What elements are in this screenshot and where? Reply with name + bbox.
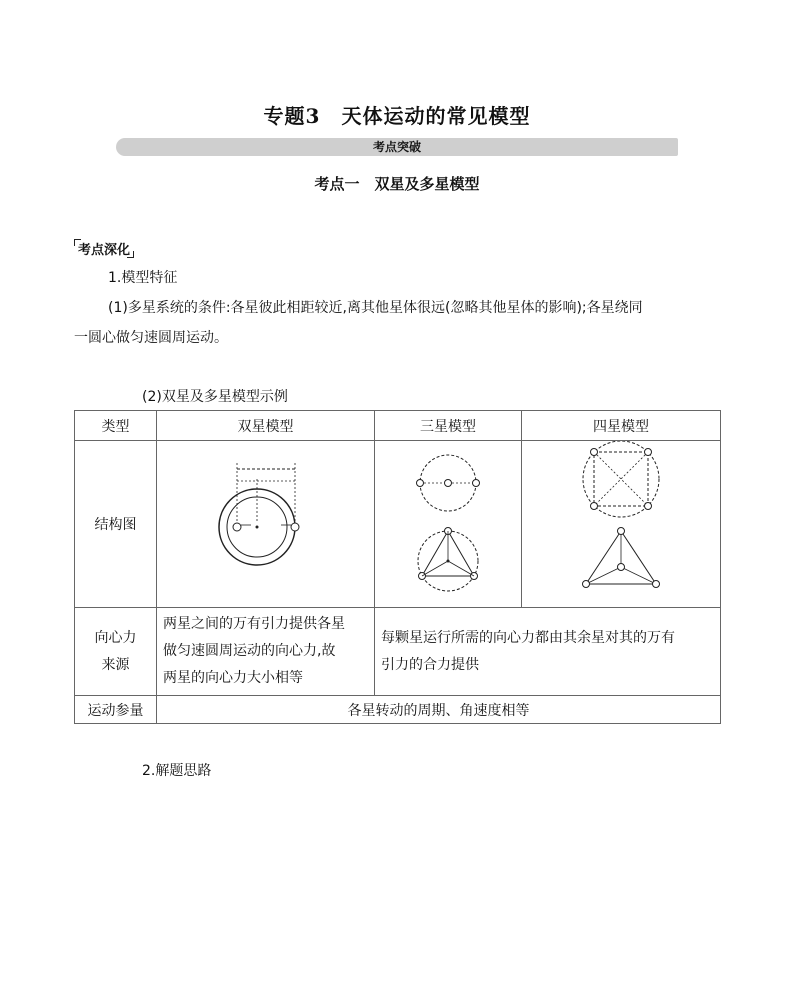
quad-diagram-cell — [522, 441, 721, 608]
table-row-structure — [75, 441, 721, 608]
paragraph-line-1: (1)多星系统的条件:各星彼此相距较近,离其他星体很远(忽略其他星体的影响);各星绕同 — [108, 300, 643, 316]
force-source-label-line-2: 来源 — [101, 656, 130, 673]
binary-force-line-1: 两星之间的万有引力提供各星 — [163, 616, 345, 632]
header-quad: 四星模型 — [522, 411, 721, 441]
models-table — [74, 410, 721, 724]
heading-model-features: 1.模型特征 — [108, 270, 178, 286]
deepening-tag: 考点深化 — [74, 239, 134, 258]
row-label-structure: 结构图 — [75, 441, 157, 608]
topic-subtitle: 考点一 双星及多星模型 — [314, 175, 480, 193]
binary-diagram-cell — [157, 441, 375, 608]
binary-force-cell — [157, 608, 375, 696]
multi-force-line-2: 引力的合力提供 — [381, 656, 479, 673]
quad-star-diagram — [522, 441, 720, 603]
row-label-motion-params: 运动参量 — [75, 696, 157, 724]
row-label-force-source — [75, 608, 157, 696]
binary-force-line-2: 做匀速圆周运动的向心力,故 — [163, 643, 336, 659]
paragraph-line-2: 一圆心做匀速圆周运动。 — [74, 330, 228, 346]
motion-params-value: 各星转动的周期、角速度相等 — [157, 696, 721, 724]
page-title: 专题3 天体运动的常见模型 — [263, 104, 531, 128]
heading-solution-approach: 2.解题思路 — [142, 763, 212, 779]
section-banner-label: 考点突破 — [372, 140, 421, 154]
header-triple: 三星模型 — [375, 411, 522, 441]
header-type: 类型 — [75, 411, 157, 441]
header-binary: 双星模型 — [157, 411, 375, 441]
table-caption: (2)双星及多星模型示例 — [142, 389, 288, 405]
table-header-row — [75, 411, 721, 441]
binary-force-line-3: 两星的向心力大小相等 — [163, 670, 303, 686]
binary-star-diagram — [157, 441, 374, 603]
multi-force-line-1: 每颗星运行所需的向心力都由其余星对其的万有 — [381, 629, 675, 646]
table-row-force-source — [75, 608, 721, 696]
multi-force-cell — [375, 608, 721, 696]
triple-diagram-cell — [375, 441, 522, 608]
triple-star-diagram — [375, 441, 521, 603]
force-source-label-line-1: 向心力 — [94, 629, 137, 646]
table-row-motion-params — [75, 696, 721, 724]
